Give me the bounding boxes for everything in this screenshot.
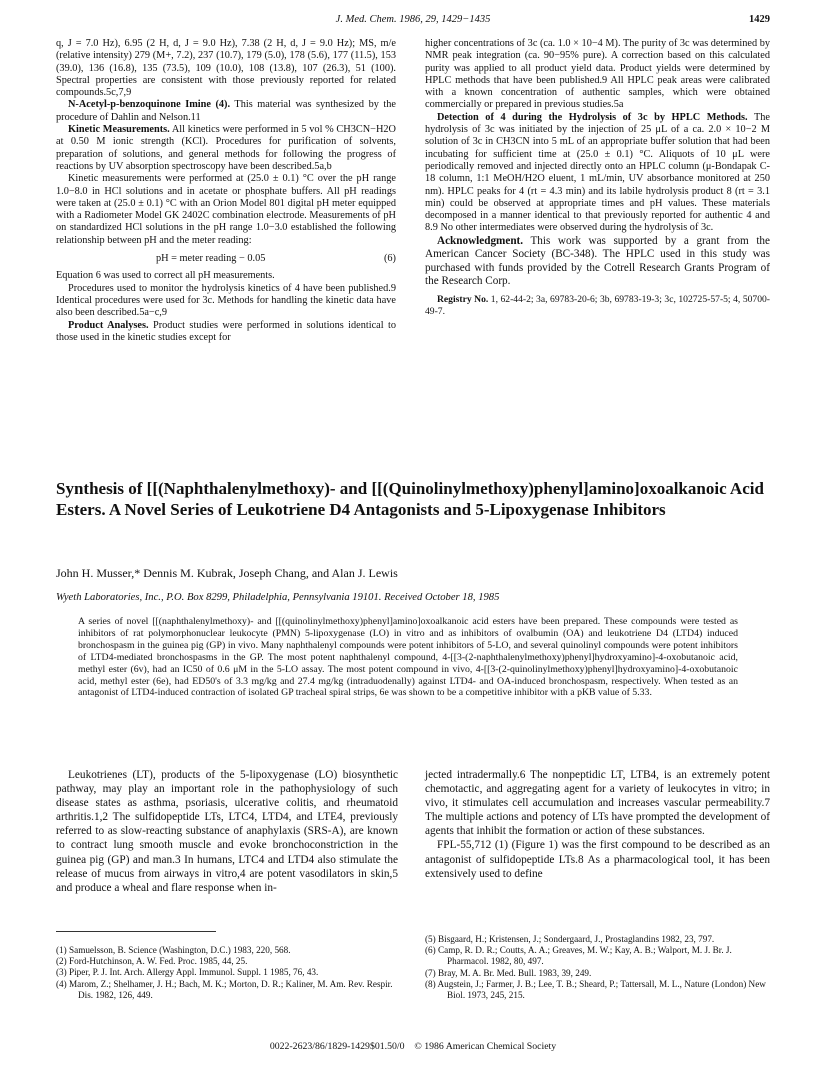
acknowledgment [425, 235, 770, 289]
prev-article-left-column [56, 38, 396, 344]
paragraph-text: This material was synthesized by the procedure of Dahlin and Nelson.11 [56, 99, 396, 123]
paragraph: Leukotrienes (LT), products of the 5-lipoxygenase (LO) biosynthetic pathway, may play an important role in the pathophysiology of such disease states as asthma, psoriasis, ulcerative colitis, and rheumatoid arthritis.1,2 The sulfidopeptide LTs, LTC4, LTD4, and LTE4, previously referred to as slow-reacting substance of anaphylaxis (SRS-A), are known to contract lung smooth muscle and evoke bronchoconstriction in the guinea pig (GP) and man.3 In humans, LTC4 and LTD4 also stimulate the release of mucus from airways in vitro,4 are potent vasodilators in skin,5 and produce a wheal and flare response when in- [56, 769, 398, 894]
run-in-heading: Product Analyses. [68, 319, 149, 331]
footnotes-right [425, 934, 770, 1001]
footnote: (2) Ford-Hutchinson, A. W. Fed. Proc. 1985, 44, 25. [56, 956, 248, 967]
run-in-heading: Kinetic Measurements. [68, 124, 170, 136]
page-number: 1429 [749, 14, 770, 25]
article-affiliation: Wyeth Laboratories, Inc., P.O. Box 8299, Philadelphia, Pennsylvania 19101. Received October 18, 1985 [56, 592, 500, 603]
paragraph: Procedures used to monitor the hydrolysis kinetics of 4 have been published.9 Identical procedures were used for 3c. Methods for handling the kinetic data have also been described.5a−c,9 [56, 282, 396, 319]
paragraph [56, 320, 396, 345]
footnote: (8) Augstein, J.; Farmer, J. B.; Lee, T. B.; Sheard, P.; Tattersall, M. L., Nature (London) New Biol. 1973, 245, 215. [425, 978, 766, 1001]
footnote: (6) Camp, R. D. R.; Coutts, A. A.; Greaves, M. W.; Kay, A. B.; Walport, M. J. Br. J. Pharmacol. 1982, 80, 497. [425, 945, 732, 967]
prev-article-right-column [425, 38, 770, 318]
paragraph: jected intradermally.6 The nonpeptidic LT, LTB4, is an extremely potent chemotactic, and aggregating agent for a variety of leukocytes in vitro; in vivo, it stimulates cell accumulation and increases vascular permeability.7 The multiple actions and potency of LTs have prompted the development of agents that inhibit the formation or action of these substances. [425, 769, 770, 838]
article-abstract: A series of novel [[(naphthalenylmethoxy)- and [[(quinolinylmethoxy)phenyl]amino]oxoalkanoic acid esters have been prepared. These compounds were tested as inhibitors of rat polymorphonuclear leukocyte (PMN) 5-lipoxygenase (LO) in vitro and as inhibitors of ovalbumin (OA) and leukotriene D4 (LTD4) induced bronchospasm in the guinea pig (GP) in vivo. Many naphthalenyl compounds were potent inhibitors of 5-LO, and several quinolinyl compounds were potent inhibitors of LTD4-mediated bronchospasms in the GP. The most potent naphthalenyl compound, 4-[[3-(2-naphthalenylmethoxy)phenyl]hydroxyamino]-4-oxobutanoic acid, methyl ester (6v), had an IC50 of 0.6 μM in the 5-LO assay. The most potent compound in vivo, 4-[[3-(2-quinolinylmethoxy)phenyl]hydroxyamino]-4-oxobutanoic acid, methyl ester (6e), had ED50's of 3.3 mg/kg and 27.4 mg/kg (intraduodenally) against LTD4- and OA-induced bronchospasm, respectively. When tested as an antagonist of LTD4-induced contraction of isolated GP tracheal spiral strips, 6e was shown to be a competitive inhibitor with a pKB value of 5.33. [78, 616, 738, 699]
paragraph: higher concentrations of 3c (ca. 1.0 × 10−4 M). The purity of 3c was determined by NMR peak integration (ca. 90−95% pure). A correction based on this calculated purity was applied to all product yield data. Product yields were determined by HPLC methods that have been published.9 All HPLC peak areas were calibrated with a known concentration of authentic samples, which were obtained commercially or prepared in previous studies.5a [425, 38, 770, 111]
article-authors: John H. Musser,* Dennis M. Kubrak, Joseph Chang, and Alan J. Lewis [56, 566, 398, 580]
paragraph-text: All kinetics were performed in 5 vol % CH3CN−H2O at 0.50 M ionic strength (KCl). Procedures for purification of solvents, preparation of solutions, and general methods for following the progress of reactions by UV absorption spectroscopy have been described.5a,b [56, 124, 396, 172]
run-in-heading: Acknowledgment. [437, 234, 524, 247]
paragraph: FPL-55,712 (1) (Figure 1) was the first compound to be described as an antagonist of sulfidopeptide LTs.8 As a pharmacological tool, it has been extensively used to define [425, 839, 770, 880]
equation [56, 253, 396, 265]
copyright-notice: © 1986 American Chemical Society [414, 1041, 557, 1052]
equation-number: (6) [383, 253, 396, 265]
run-in-heading: Detection of 4 during the Hydrolysis of 3c by HPLC Methods. [437, 111, 748, 123]
footnote: (1) Samuelsson, B. Science (Washington, D.C.) 1983, 220, 568. [56, 945, 291, 955]
article-title: Synthesis of [[(Naphthalenylmethoxy)- and [[(Quinolinylmethoxy)phenyl]amino]oxoalkanoic Acid Esters. A Novel Series of Leukotriene D4 Antagonists and 5-Lipoxygenase Inhibitors [56, 479, 764, 519]
registry-numbers [425, 294, 770, 318]
spectral-data-paragraph: q, J = 7.0 Hz), 6.95 (2 H, d, J = 9.0 Hz), 7.38 (2 H, d, J = 9.0 Hz); MS, m/e (relative intensity) 279 (M+, 7.2), 237 (10.7), 179 (5.0), 178 (5.6), 177 (11.5), 153 (39.0), 136 (16.8), 135 (73.5), 109 (10.0), 108 (13.8), 107 (26.3), 51 (100). Spectral properties are consistent with those previously reported for related compounds.5c,7,9 [56, 38, 396, 99]
footnote: (7) Bray, M. A. Br. Med. Bull. 1983, 39, 249. [425, 967, 592, 978]
page-footer [56, 1041, 770, 1052]
paragraph-text: Product studies were performed in solutions identical to those used in the kinetic studies except for [56, 319, 396, 343]
paragraph [425, 112, 770, 235]
paragraph: Equation 6 was used to correct all pH measurements. [56, 270, 275, 282]
footnote: (3) Piper, P. J. Int. Arch. Allergy Appl. Immunol. Suppl. 1 1985, 76, 43. [56, 967, 319, 978]
journal-citation: J. Med. Chem. 1986, 29, 1429−1435 [335, 14, 491, 25]
paragraph [56, 124, 396, 173]
article-code: 0022-2623/86/1829-1429$01.50/0 [269, 1041, 405, 1052]
body-left-column [56, 768, 398, 895]
paragraph-text: The hydrolysis of 3c was initiated by the injection of 25 μL of a ca. 2.0 × 10−2 M solution of 3c in CH3CN into 5 mL of an appropriate buffer solution that had been incubating for sufficient time at (25.0 ± 0.1) °C. Aliquots of 10 μL were periodically removed and injected directly onto an HPLC column (μ-Bondapak C-18 column, 1:1 MeOH/H2O eluent, 1 mL/min, UV absorbance monitored at 250 nm). HPLC peaks for 4 (rt = 4.3 min) and its labile hydrolysis product 8 (rt = 3.1 min) could be observed at appropriate times and pH values. These materials decomposed in a manner identical to that previously reported for authentic 4 and 8.9 No other intermediates were observed during the hydrolysis of 3c. [425, 111, 770, 234]
run-in-heading: Registry No. [437, 294, 489, 306]
running-head [56, 14, 770, 28]
footnotes-left [56, 945, 398, 1001]
paragraph-text: 1, 62-44-2; 3a, 69783-20-6; 3b, 69783-19-3; 3c, 102725-57-5; 4, 50700-49-7. [425, 294, 770, 318]
paragraph [56, 99, 396, 124]
body-right-column [425, 768, 770, 881]
footnote-divider [56, 931, 216, 932]
footnote: (5) Bisgaard, H.; Kristensen, J.; Sondergaard, J., Prostaglandins 1982, 23, 797. [425, 934, 715, 944]
footnote: (4) Marom, Z.; Shelhamer, J. H.; Bach, M. K.; Morton, D. R.; Kaliner, M. Am. Rev. Respir. Dis. 1982, 126, 449. [56, 978, 393, 1000]
equation-text: pH = meter reading − 0.05 [156, 253, 266, 265]
paragraph: Kinetic measurements were performed at (25.0 ± 0.1) °C over the pH range 1.0−8.0 in HCl solutions and in acetate or phosphate buffers. All pH readings were taken at (25.0 ± 0.1) °C with an Orion Model 801 digital pH meter equipped with a Radiometer Model GK 2402C combination electrode. Measurements of pH on standardized HCl solutions in the pH range 1.0−3.0 established the following relationship between pH and the meter reading: [56, 173, 396, 246]
run-in-heading: N-Acetyl-p-benzoquinone Imine (4). [68, 99, 231, 111]
paragraph-text: This work was supported by a grant from the American Cancer Society (BC-348). The HPLC used in this study was purchased with funds provided by the Cotrell Research Grants Program of the Research Corp. [425, 234, 770, 287]
